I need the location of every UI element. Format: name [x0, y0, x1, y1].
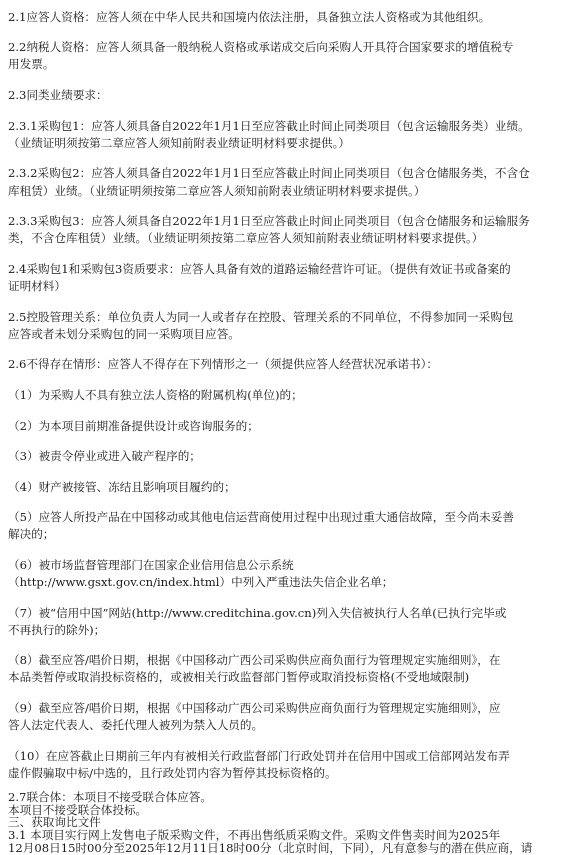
text-line: （10）在应答截止日期前三年内有被相关行政监督部门行政处罚并在信用中国或工信部网站发布弄: [8, 749, 510, 763]
text-line: 不再执行的除外)；: [8, 623, 106, 637]
text-line: 2.5控股管理关系：单位负责人为同一人或者存在控股、管理关系的不同单位，不得参加同一采购包: [8, 310, 514, 324]
text-line: 2.3.1采购包1：应答人须具备自2022年1月1日至应答截止时间止同类项目（包含运输服务类）业绩。: [8, 119, 530, 133]
text-line: 答人法定代表人、委托代理人被列为禁入人员的。: [8, 718, 264, 732]
text-line: （9）截至应答/唱价日期，根据《中国移动广西公司采购供应商负面行为管理规定实施细则》，应: [8, 701, 501, 715]
text-line: 12月08日15时00分至2025年12月11日18时00分（北京时间，下同），凡有意参与的潜在供应商，请: [8, 841, 533, 855]
text-line: 2.3.3采购包3：应答人须具备自2022年1月1日至应答截止时间止同类项目（包含仓储服务和运输服务: [8, 214, 530, 228]
text-line: 虚作假骗取中标/中选的，且行政处罚内容为暂停其投标资格的。: [8, 766, 337, 780]
text-line: （3）被责令停业或进入破产程序的；: [8, 449, 201, 463]
text-line: （1）为采购人不具有独立法人资格的附属机构(单位)的；: [8, 388, 303, 402]
text-line: 类，不含仓库租赁）业绩。（业绩证明须按第二章应答人须知前附表业绩证明材料要求提供。）: [8, 231, 484, 245]
text-line: 2.1应答人资格：应答人须在中华人民共和国境内依法注册，具备独立法人资格或为其他组织。: [8, 10, 491, 24]
text-line: 2.4采购包1和采购包3资质要求：应答人具备有效的道路运输经营许可证。（提供有效证书或备案的: [8, 262, 511, 276]
text-line: 3.1 本项目实行网上发售电子版采购文件，不再出售纸质采购文件。采购文件售卖时间为2025年: [8, 828, 501, 842]
text-line: 2.3同类业绩要求：: [8, 88, 108, 102]
text-line: 应答或者未划分采购包的同一采购项目应答。: [8, 327, 240, 341]
text-line: 2.7联合体：本项目不接受联合体应答。: [8, 790, 212, 804]
text-line: 用发票。: [8, 57, 55, 71]
text-line: （6）被市场监督管理部门在国家企业信用信息公示系统: [8, 558, 294, 572]
text-line: （业绩证明须按第二章应答人须知前附表业绩证明材料要求提供。）: [8, 136, 351, 150]
text-line: 证明材料）: [8, 279, 66, 293]
text-line: 本品类暂停或取消投标资格的，或被相关行政监督部门暂停或取消投标资格(不受地域限制): [8, 670, 470, 684]
text-line: （http://www.gsxt.gov.cn/index.html）中列入严重违法失信企业名单；: [8, 575, 394, 589]
text-line: 2.3.2采购包2：应答人须具备自2022年1月1日至应答截止时间止同类项目（包含仓储服务类，不含仓: [8, 166, 530, 180]
text-line: 三、获取询比文件: [8, 815, 101, 829]
text-line: 2.2纳税人资格：应答人须具备一般纳税人资格或承诺成交后向采购人开具符合国家要求的增值税专: [8, 40, 514, 54]
text-line: （2）为本项目前期准备提供设计或咨询服务的；: [8, 419, 259, 433]
text-line: 2.6不得存在情形：应答人不得存在下列情形之一（须提供应答人经营状况承诺书）：: [8, 357, 439, 371]
text-line: （8）截至应答/唱价日期，根据《中国移动广西公司采购供应商负面行为管理规定实施细则》，在: [8, 653, 501, 667]
text-line: 库租赁）业绩。（业绩证明须按第二章应答人须知前附表业绩证明材料要求提供。）: [8, 184, 426, 198]
text-line: （5）应答人所投产品在中国移动或其他电信运营商使用过程中出现过重大通信故障，至今尚未妥善: [8, 510, 514, 524]
text-line: 解决的；: [8, 527, 55, 541]
text-line: （7）被“信用中国”网站(http://www.creditchina.gov.cn)列入失信被执行人名单(已执行完毕或: [8, 606, 507, 620]
text-line: 本项目不接受联合体投标。: [8, 803, 148, 817]
text-line: （4）财产被接管、冻结且影响项目履约的；: [8, 480, 236, 494]
